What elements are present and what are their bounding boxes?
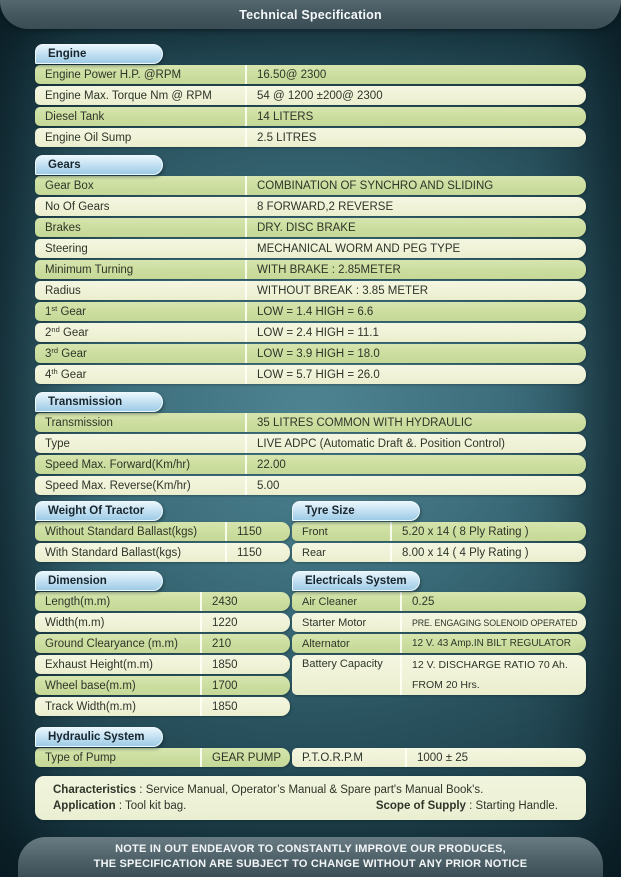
section-tab-tyre (292, 501, 420, 521)
spec-value: 12 V. DISCHARGE RATIO 70 Ah. FROM 20 Hrs. (412, 659, 568, 691)
spec-label: Track Width(m.m) (45, 700, 136, 713)
spec-value: 35 LITRES COMMON WITH HYDRAULIC (257, 416, 473, 429)
spec-value: 5.20 x 14 ( 8 Ply Rating ) (402, 525, 529, 538)
spec-row (292, 748, 586, 767)
spec-label: Type of Pump (45, 751, 116, 764)
spec-value: LIVE ADPC (Automatic Draft &. Position Control) (257, 437, 505, 450)
spec-label: Engine Oil Sump (45, 131, 132, 144)
spec-row (35, 260, 586, 279)
footer-line-2: THE SPECIFICATION ARE SUBJECT TO CHANGE WITHOUT ANY PRIOR NOTICE (93, 858, 528, 870)
spec-value: DRY. DISC BRAKE (257, 221, 356, 234)
section-title: Gears (48, 159, 81, 171)
spec-row (35, 748, 290, 767)
section-title: Engine (48, 48, 87, 60)
spec-row (35, 476, 586, 495)
spec-label: Without Standard Ballast(kgs) (45, 525, 198, 538)
spec-row (292, 613, 586, 632)
spec-label: 4th Gear (45, 366, 87, 381)
spec-value: 1850 (212, 658, 238, 671)
spec-row (35, 543, 290, 562)
spec-label: Alternator (302, 637, 350, 650)
section-title: Tyre Size (305, 505, 355, 517)
spec-row (35, 65, 586, 84)
spec-label: P.T.O.R.P.M (302, 751, 363, 764)
spec-label: Radius (45, 284, 81, 297)
spec-label: Ground Clearyance (m.m) (45, 637, 178, 650)
spec-row (35, 434, 586, 453)
spec-row (35, 413, 586, 432)
application-text: : Tool kit bag. (115, 800, 187, 812)
spec-value: 0.25 (412, 595, 435, 608)
spec-row (292, 634, 586, 653)
section-tab-gears (35, 155, 163, 175)
section-title: Weight Of Tractor (48, 505, 145, 517)
spec-label: Starter Motor (302, 616, 367, 629)
tyre-table (292, 522, 586, 562)
spec-label: Speed Max. Reverse(Km/hr) (45, 479, 191, 492)
spec-label: Exhaust Height(m.m) (45, 658, 154, 671)
spec-row (35, 197, 586, 216)
spec-label: Steering (45, 242, 88, 255)
spec-value: LOW = 1.4 HIGH = 6.6 (257, 305, 374, 318)
spec-row (35, 323, 586, 342)
scope-text: : Starting Handle. (465, 800, 558, 812)
spec-value: LOW = 5.7 HIGH = 26.0 (257, 368, 380, 381)
spec-label: Brakes (45, 221, 81, 234)
spec-value: WITH BRAKE : 2.85METER (257, 263, 401, 276)
spec-row (35, 655, 290, 674)
spec-value: 14 LITERS (257, 110, 314, 123)
application-item (53, 798, 186, 814)
spec-value: 2.5 LITRES (257, 131, 317, 144)
spec-value: COMBINATION OF SYNCHRO AND SLIDING (257, 179, 494, 192)
spec-value: 1150 (237, 525, 262, 538)
notes-box (35, 776, 586, 820)
spec-value: 16.50@ 2300 (257, 68, 327, 81)
transmission-table (35, 413, 586, 495)
section-tab-transmission (35, 392, 163, 412)
spec-value: 1850 (212, 700, 238, 713)
spec-row (292, 655, 586, 695)
spec-label: With Standard Ballast(kgs) (45, 546, 182, 559)
gears-table (35, 176, 586, 384)
spec-row (292, 522, 586, 541)
footer-note (18, 837, 603, 877)
spec-label: Wheel base(m.m) (45, 679, 136, 692)
spec-row (35, 592, 290, 611)
spec-label: Battery Capacity (302, 658, 383, 670)
spec-row (35, 697, 290, 716)
engine-table (35, 65, 586, 147)
application-label: Application (53, 800, 116, 812)
section-title: Transmission (48, 396, 123, 408)
spec-value: LOW = 2.4 HIGH = 11.1 (257, 326, 379, 339)
spec-row (35, 634, 290, 653)
spec-value: 54 @ 1200 ±200@ 2300 (257, 89, 383, 102)
spec-row (35, 522, 290, 541)
spec-value: 5.00 (257, 479, 280, 492)
weight-column (35, 501, 290, 564)
spec-value: 12 V. 43 Amp.IN BILT REGULATOR (412, 638, 571, 649)
spec-row (35, 218, 586, 237)
section-tab-weight (35, 501, 163, 521)
electricals-column (292, 571, 586, 718)
section-tab-electricals (292, 571, 420, 591)
spec-row (292, 592, 586, 611)
spec-row (35, 302, 586, 321)
spec-label: Gear Box (45, 179, 94, 192)
spec-label: Engine Max. Torque Nm @ RPM (45, 89, 212, 102)
spec-label: Length(m.m) (45, 595, 111, 608)
dimension-column (35, 571, 290, 718)
weight-table (35, 522, 290, 562)
spec-value: 22.00 (257, 458, 286, 471)
spec-label: Width(m.m) (45, 616, 105, 629)
weight-tyre-group (35, 501, 586, 564)
spec-value: 8.00 x 14 ( 4 Ply Rating ) (402, 546, 529, 559)
section-tab-engine (35, 44, 163, 64)
spec-value: 2430 (212, 595, 238, 608)
spec-value: PRE. ENGAGING SOLENOID OPERATED (412, 617, 578, 628)
spec-label: Minimum Turning (45, 263, 134, 276)
spec-row (35, 365, 586, 384)
spec-label: 3rd Gear (45, 345, 87, 360)
spec-row (35, 455, 586, 474)
dimension-table (35, 592, 290, 716)
spec-row (35, 86, 586, 105)
spec-label: No Of Gears (45, 200, 110, 213)
characteristics-text: : Service Manual, Operator’s Manual & Spare part's Manual Book's. (136, 784, 484, 796)
spec-row (35, 281, 586, 300)
spec-value: 1150 (237, 546, 262, 559)
electricals-table (292, 592, 586, 695)
dimension-electricals-group (35, 571, 586, 718)
spec-label: Rear (302, 546, 326, 559)
section-tab-hydraulic (35, 727, 163, 747)
spec-row (35, 107, 586, 126)
spec-label: Transmission (45, 416, 113, 429)
spec-row (35, 344, 586, 363)
footer-line-1: NOTE IN OUT ENDEAVOR TO CONSTANTLY IMPROVE OUR PRODUCES, (115, 843, 506, 855)
spec-label: Type (45, 437, 70, 450)
spec-label: Front (302, 525, 328, 538)
spec-value: 1000 ± 25 (417, 751, 469, 764)
spec-label: Speed Max. Forward(Km/hr) (45, 458, 191, 471)
spec-label: 1st Gear (45, 303, 87, 318)
tyre-column (292, 501, 586, 564)
scope-item (376, 798, 568, 814)
section-tab-dimension (35, 571, 163, 591)
hydraulic-table (35, 748, 586, 767)
scope-label: Scope of Supply (375, 800, 466, 812)
spec-row (35, 613, 290, 632)
spec-label: Diesel Tank (45, 110, 105, 123)
spec-row (35, 676, 290, 695)
section-title: Dimension (48, 575, 107, 587)
spec-label: Engine Power H.P. @RPM (45, 68, 182, 81)
spec-row (292, 543, 586, 562)
spec-label: Air Cleaner (302, 595, 358, 608)
characteristics-label: Characteristics (53, 784, 137, 796)
spec-sheet (35, 44, 586, 820)
section-title: Electricals System (305, 575, 407, 587)
spec-value: MECHANICAL WORM AND PEG TYPE (257, 242, 461, 255)
page-title: Technical Specification (239, 7, 382, 22)
spec-value: 1220 (212, 616, 238, 629)
spec-row (35, 176, 586, 195)
spec-value: LOW = 3.9 HIGH = 18.0 (257, 347, 380, 360)
application-scope-line (53, 798, 568, 814)
spec-value: GEAR PUMP (212, 751, 282, 764)
spec-value: 210 (212, 637, 232, 650)
title-bar (0, 0, 621, 29)
section-title: Hydraulic System (48, 731, 145, 743)
characteristics-line (53, 782, 568, 798)
spec-row (35, 128, 586, 147)
spec-value: 8 FORWARD,2 REVERSE (257, 200, 394, 213)
spec-label: 2nd Gear (45, 324, 89, 339)
spec-row (35, 239, 586, 258)
spec-value: WITHOUT BREAK : 3.85 METER (257, 284, 429, 297)
spec-value: 1700 (212, 679, 238, 692)
